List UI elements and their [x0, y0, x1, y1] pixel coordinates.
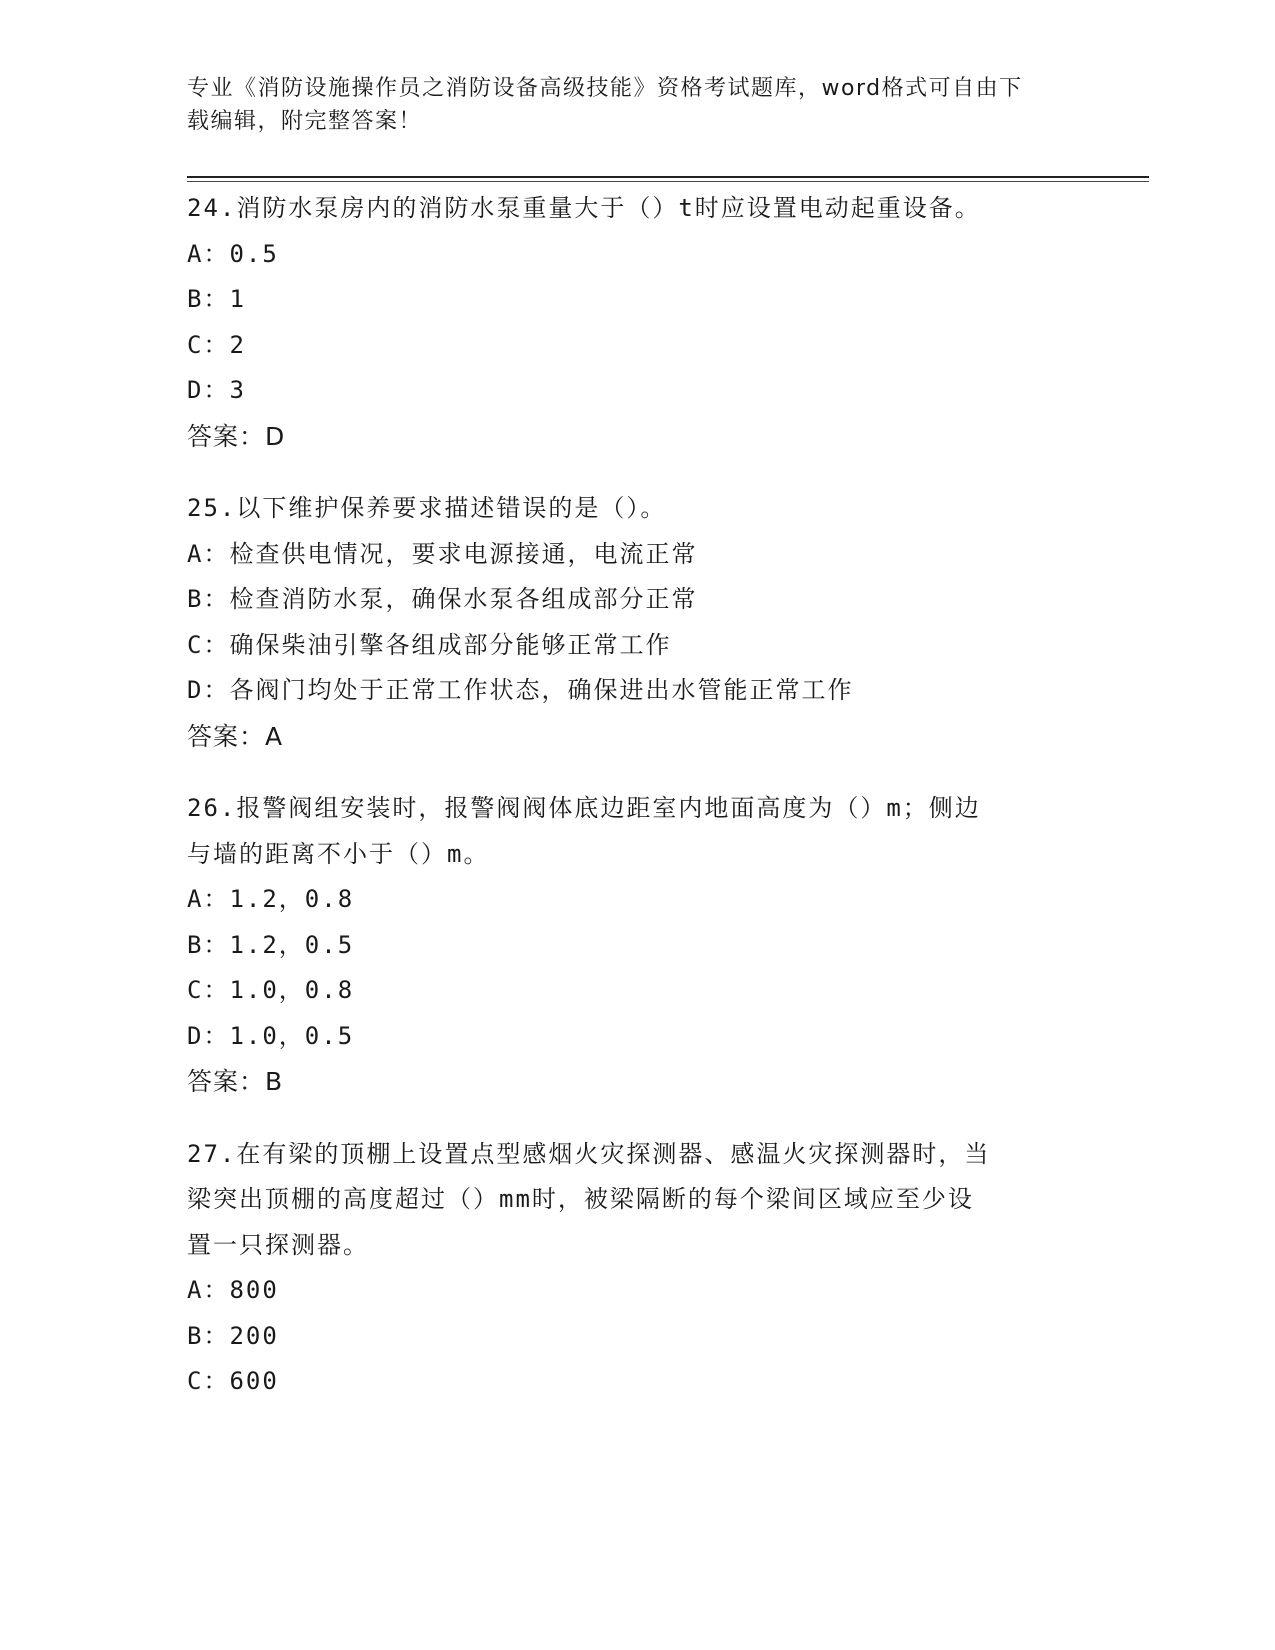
option-c: C：2: [187, 330, 246, 359]
option-a: A：800: [187, 1276, 279, 1304]
question-stem-cont: 与墙的距离不小于（）m。: [187, 839, 490, 868]
option-c: C：600: [187, 1367, 279, 1395]
question-stem: 26.报警阀组安装时，报警阀阀体底边距室内地面高度为（）m；侧边: [187, 794, 981, 822]
header-line-2: 载编辑，附完整答案！: [187, 109, 423, 134]
answer-line: 答案：D: [187, 421, 286, 451]
question-stem-cont: 置一只探测器。: [187, 1230, 369, 1259]
option-b: B：200: [187, 1321, 279, 1350]
option-c: C：1.0，0.8: [187, 976, 355, 1004]
option-d: D：1.0，0.5: [187, 1021, 355, 1050]
option-b: B：1.2，0.5: [187, 930, 355, 959]
option-a: A：0.5: [187, 239, 279, 268]
option-b: B：1: [187, 285, 246, 313]
question-stem: 24.消防水泵房内的消防水泵重量大于（）t时应设置电动起重设备。: [187, 194, 981, 222]
question-25: [187, 486, 1087, 759]
answer-line: 答案：A: [187, 721, 284, 751]
question-list: [187, 186, 1087, 1432]
header-line-1: 专业《消防设施操作员之消防设备高级技能》资格考试题库，word格式可自由下: [187, 76, 1023, 101]
option-c: C：确保柴油引擎各组成部分能够正常工作: [187, 630, 672, 659]
document-header: [187, 72, 1067, 138]
header-divider-thick: [187, 176, 1149, 178]
option-a: A：1.2，0.8: [187, 885, 355, 913]
question-26: [187, 786, 1087, 1105]
question-stem: 25.以下维护保养要求描述错误的是（）。: [187, 494, 667, 522]
question-24: [187, 186, 1087, 459]
option-d: D：各阀门均处于正常工作状态，确保进出水管能正常工作: [187, 676, 854, 704]
question-stem-cont: 梁突出顶棚的高度超过（）mm时，被梁隔断的每个梁间区域应至少设: [187, 1185, 974, 1213]
option-a: A：检查供电情况，要求电源接通，电流正常: [187, 539, 698, 568]
option-b: B：检查消防水泵，确保水泵各组成部分正常: [187, 585, 698, 613]
option-d: D：3: [187, 376, 246, 404]
answer-line: 答案：B: [187, 1067, 284, 1096]
header-divider-thin: [187, 181, 1149, 182]
question-stem: 27.在有梁的顶棚上设置点型感烟火灾探测器、感温火灾探测器时，当: [187, 1139, 991, 1168]
question-27: [187, 1132, 1087, 1405]
